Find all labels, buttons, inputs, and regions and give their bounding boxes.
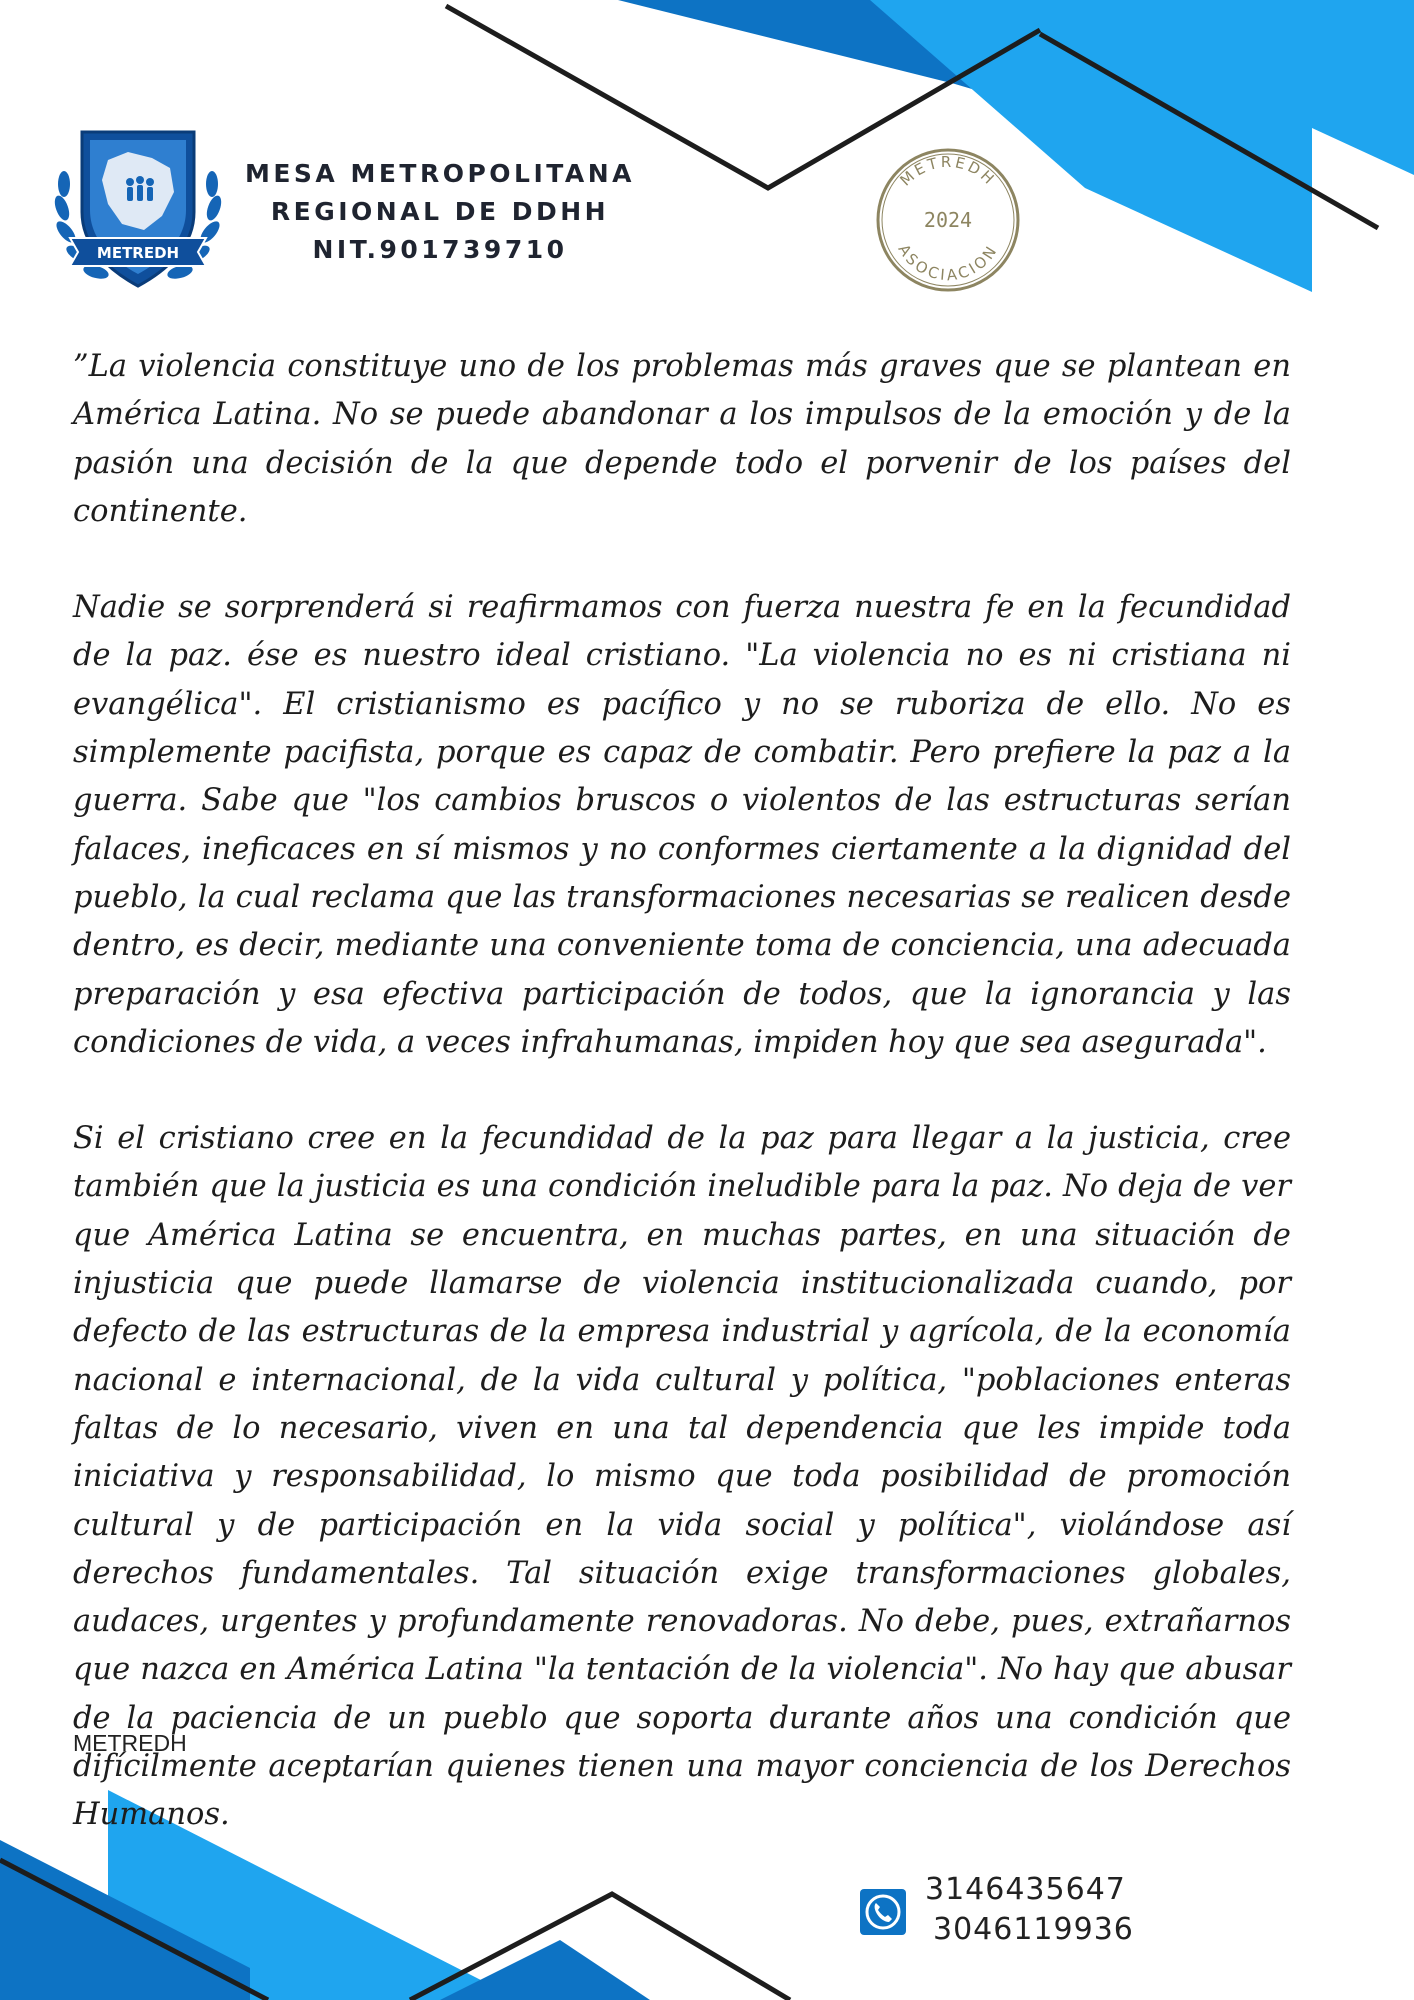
org-name-line-2: REGIONAL DE DDHH	[270, 197, 610, 226]
paragraph-3: Si el cristiano cree en la fecundidad de la paz para llegar a la justicia, cree también que la justicia es una condición ineludible para la paz. No deja de ver que América Latina se encuentra, en muchas partes, en una situación de injusticia que puede llamarse de violencia institucionalizada cuando, por defecto de las estructuras de la empresa industrial y agrícola, de la economía nacional e internacional, de la vida cultural y política, "poblaciones enteras faltas de lo necesario, viven en una tal dependencia que les impide toda iniciativa y responsabilidad, lo mismo que toda posibilidad de promoción cultural y de participación en la vida social y política", violándose así derechos fundamentales. Tal situación exige transformaciones globales, audaces, urgentes y profundamente renovadoras. No debe, pues, extrañarnos que nazca en América Latina "la tentación de la violencia". No hay que abusar de la paciencia de un pueblo que soporta durante años una condición que difícilmente aceptarían quienes tienen una mayor conciencia de los Derechos Humanos.	[73, 1121, 1291, 1833]
phone-number-1: 3146435647	[925, 1872, 1126, 1907]
paragraph-2: Nadie se sorprenderá si reafirmamos con fuerza nuestra fe en la fecundidad de la paz. ése es nuestro ideal cristiano. "La violencia no es ni cristiana ni evangélica". El cristianismo es pacífico y no se ruboriza de ello. No es simplemente pacifista, porque es capaz de combatir. Pero prefiere la paz a la guerra. Sabe que "los cambios bruscos o violentos de las estructuras serían falaces, ineficaces en sí mismos y no conformes ciertamente a la dignidad del pueblo, la cual reclama que las transformaciones necesarias se realicen desde dentro, es decir, mediante una conveniente toma de conciencia, una adecuada preparación y esa efectiva participación de todos, que la ignorancia y las condiciones de vida, a veces infrahumanas, impiden hoy que sea asegurada".	[73, 590, 1291, 1060]
document-body	[73, 343, 1291, 1888]
logo-text: METREDH	[96, 244, 180, 262]
paragraph-1: ”La violencia constituye uno de los problemas más graves que se plantean en América Latina. No se puede abandonar a los impulsos de la emoción y de la pasión una decisión de la que depende todo el porvenir de los países del continente.	[73, 349, 1291, 529]
stamp-bottom-text: ASOCIACION	[894, 240, 1002, 285]
stamp-top-text: METREDH	[896, 152, 1000, 190]
signature: METREDH	[73, 1730, 187, 1756]
org-nit: NIT.901739710	[312, 235, 568, 264]
top-right-light-blue-triangle	[1312, 0, 1414, 175]
phone-numbers	[925, 1870, 1134, 1950]
stamp-year: 2024	[923, 208, 973, 232]
metredh-shield-logo	[52, 120, 224, 292]
phone-icon	[860, 1889, 906, 1935]
phone-number-2: 3046119936	[933, 1912, 1134, 1947]
organization-header	[240, 155, 640, 269]
association-stamp	[873, 145, 1023, 295]
org-name-line-1: MESA METROPOLITANA	[244, 159, 636, 188]
people-icon	[126, 176, 154, 201]
